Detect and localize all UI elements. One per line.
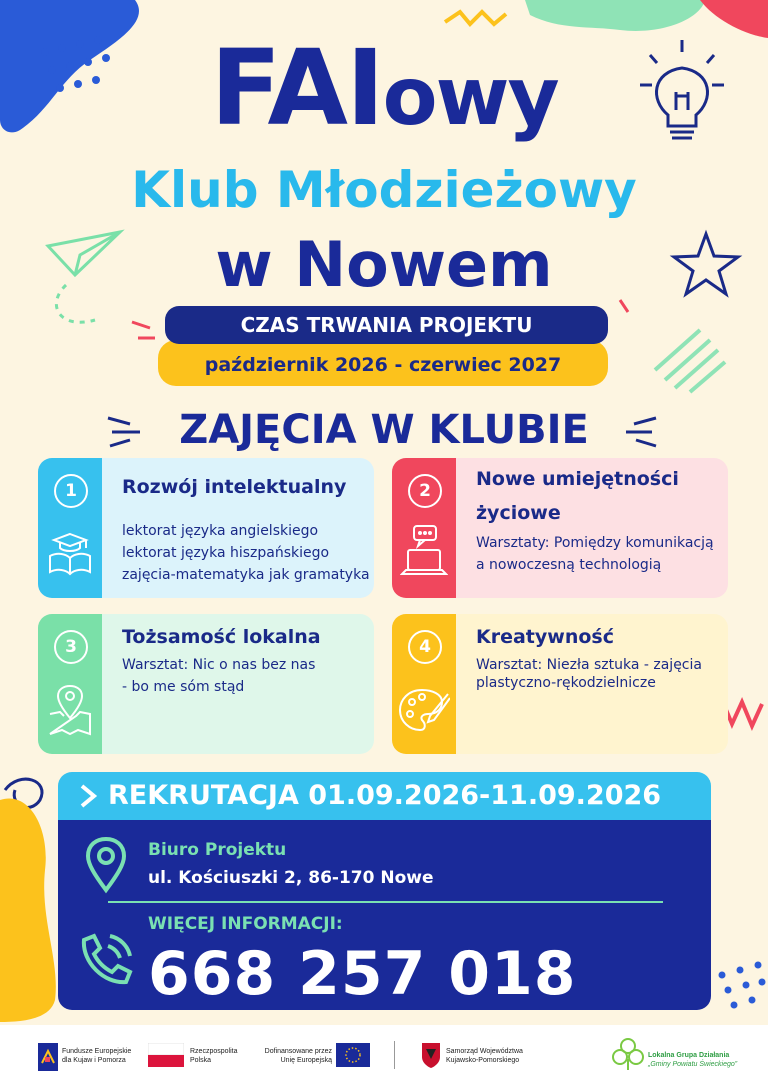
logo-text bbox=[62, 1047, 131, 1065]
activity-card-2 bbox=[392, 458, 728, 598]
card-number: 2 bbox=[408, 474, 442, 508]
divider bbox=[108, 901, 663, 903]
green-blob-shape bbox=[525, 0, 705, 31]
logo-line: Kujawsko-Pomorskiego bbox=[446, 1057, 520, 1064]
activity-card-3 bbox=[38, 614, 374, 754]
logo-line: „Gminy Powiatu Świeckiego” bbox=[648, 1061, 738, 1068]
logo-line: Rzeczpospolita bbox=[190, 1048, 238, 1055]
logo-text bbox=[258, 1047, 332, 1065]
card-number: 4 bbox=[408, 630, 442, 664]
card-line: Warsztat: Niezła sztuka - zajęcia bbox=[476, 657, 702, 673]
coat-of-arms-icon bbox=[420, 1041, 442, 1069]
laptop-chat-icon bbox=[400, 524, 448, 578]
card-number: 3 bbox=[54, 630, 88, 664]
footer-divider bbox=[394, 1041, 395, 1069]
yellow-zigzag-shape bbox=[445, 12, 506, 24]
card-line: plastyczno-rękodzielnicze bbox=[476, 675, 656, 691]
card-line: zajęcia-matematyka jak gramatyka bbox=[122, 567, 370, 583]
card-number: 1 bbox=[54, 474, 88, 508]
duration-dates bbox=[158, 340, 608, 386]
card-line: lektorat języka hiszpańskiego bbox=[122, 545, 330, 561]
office-address: ul. Kościuszki 2, 86-170 Nowe bbox=[148, 868, 434, 888]
logo-line: Dofinansowane przez bbox=[264, 1048, 332, 1055]
card-line: a nowoczesną technologią bbox=[476, 557, 662, 573]
card-title-line: Nowe umiejętności bbox=[476, 468, 679, 490]
activity-card-1 bbox=[38, 458, 374, 598]
eu-flag-icon bbox=[336, 1043, 370, 1067]
card-title: Rozwój intelektualny bbox=[122, 476, 347, 498]
eu-funds-logo-icon bbox=[38, 1043, 58, 1071]
logo-line: Samorząd Województwa bbox=[446, 1048, 523, 1055]
book-graduation-icon bbox=[46, 528, 94, 576]
yellow-blob-shape bbox=[0, 798, 56, 1022]
dots-pattern-bottom-shape bbox=[719, 962, 766, 1009]
card-line: - bo me sóm stąd bbox=[122, 679, 245, 695]
activities-heading: ZAJĘCIA W KLUBIE bbox=[179, 407, 589, 453]
title-big-part: FAI bbox=[210, 27, 383, 149]
office-title: Biuro Projektu bbox=[148, 840, 287, 860]
card-line: lektorat języka angielskiego bbox=[122, 523, 319, 539]
title-club: Klub Młodzieżowy bbox=[131, 161, 637, 219]
card-title: Kreatywność bbox=[476, 626, 614, 648]
map-pin-icon bbox=[46, 684, 94, 736]
logo-text bbox=[648, 1051, 737, 1069]
duration-label: CZAS TRWANIA PROJEKTU bbox=[165, 306, 608, 344]
recruitment-dates: REKRUTACJA 01.09.2026-11.09.2026 bbox=[108, 780, 662, 811]
title-main bbox=[0, 28, 768, 157]
card-title: Tożsamość lokalna bbox=[122, 626, 321, 648]
logo-text bbox=[446, 1047, 523, 1065]
card-title-line: życiowe bbox=[476, 502, 561, 524]
green-scribble-shape bbox=[655, 330, 725, 392]
palette-icon bbox=[398, 686, 450, 734]
chevron-right-icon bbox=[76, 782, 100, 810]
more-info-label: WIĘCEJ INFORMACJI: bbox=[148, 914, 343, 934]
title-location: w Nowem bbox=[215, 228, 553, 301]
logo-line: Unię Europejską bbox=[280, 1057, 332, 1064]
logo-line: Lokalna Grupa Działania bbox=[648, 1052, 730, 1059]
footer-logos bbox=[0, 1025, 768, 1085]
logo-line: Polska bbox=[190, 1057, 212, 1064]
phone-number: 668 257 018 bbox=[148, 939, 577, 1009]
clover-logo-icon bbox=[610, 1037, 646, 1071]
card-line: Warsztaty: Pomiędzy komunikacją bbox=[476, 535, 714, 551]
location-pin-icon bbox=[84, 836, 128, 894]
poland-flag-icon bbox=[148, 1043, 184, 1067]
phone-icon bbox=[76, 930, 136, 990]
duration-dates-text: październik 2026 - czerwiec 2027 bbox=[204, 354, 562, 376]
logo-text bbox=[190, 1047, 237, 1065]
title-small-part: owy bbox=[382, 50, 558, 143]
card-line: Warsztat: Nic o nas bez nas bbox=[122, 657, 316, 673]
activity-card-4 bbox=[392, 614, 728, 754]
logo-line: Fundusze Europejskie bbox=[62, 1048, 132, 1055]
logo-line: dla Kujaw i Pomorza bbox=[62, 1057, 126, 1064]
